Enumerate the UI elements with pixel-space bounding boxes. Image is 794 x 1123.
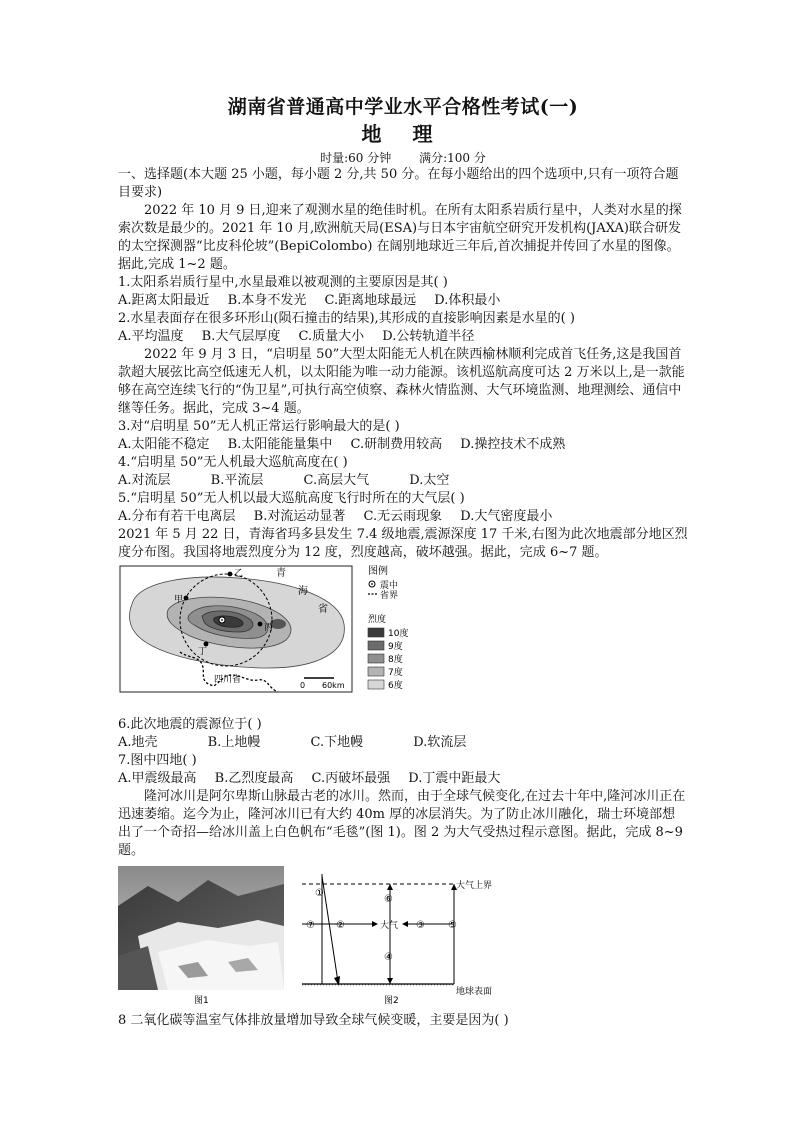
legend-title: 图例 [368,566,388,577]
passage-4: 隆河冰川是阿尔卑斯山脉最古老的冰川。然而，由于全球气候变化,在过去十年中,隆河冰川正在迅速萎缩。迄今为止，隆河冰川已有大约 40m 厚的冰层消失。为了防止冰川融化，瑞士环境部想出了一个奇招—给冰川盖上白色帆布“毛毯”(图 1)。图 2 为大气受热过程示意图。据此，完成 8~9 题。 [118,789,686,858]
passage-2: 2022 年 9 月 3 日，“启明星 50”大型太阳能无人机在陕西榆林顺利完成首飞任务,这是我国首款超大展弦比高空低速无人机，以太阳能为唯一动力能源。该机巡航高度可达 2 万米以上,是一款能够在高空连续飞行的“伪卫星”,可执行高空侦察、森林火情监测、大气环境监测、地理测绘、通信中继等任务。据此，完成 3~4 题。 [118,347,685,416]
option-a[interactable]: A.分布有若干电离层 [118,509,236,524]
option-a[interactable]: A.地壳 [118,735,158,750]
option-a[interactable]: A.太阳能不稳定 [118,437,210,452]
scale-km: 60km [322,681,345,690]
exam-title: 湖南省普通高中学业水平合格性考试(一) [227,96,579,118]
province-qinghai-3: 省 [318,604,328,615]
question-5-options [118,508,688,526]
num-2: ② [336,920,345,931]
exam-score: 满分:100 分 [419,151,486,165]
intensity-legend [368,627,408,691]
option-a[interactable]: A.甲震级最高 [118,771,197,786]
exam-time: 时量:60 分钟 [320,151,392,165]
place-yi: 乙 [234,569,244,579]
option-c[interactable]: C.高层大气 [303,473,370,488]
passage-1: 2022 年 10 月 9 日,迎来了观测水星的绝佳时机。在所有太阳系岩质行星中，人类对水星的探索次数是最少的。2021 年 10 月,欧洲航天局(ESA)与日本宇宙航空研究开发机构(JAXA)联合研发的太空探测器“比皮科伦坡”(BepiColombo) 在阔别地球近三年后,首次捕捉并传回了水星的图像。据此,完成 1~2 题。 [118,203,682,272]
num-1: ① [315,888,324,899]
num-4: ④ [384,952,393,963]
question-6-options [118,734,688,752]
place-yi-dot [228,572,233,577]
option-c[interactable]: C.距离地球最远 [324,293,417,308]
place-jia: 甲 [174,595,184,605]
exam-page [118,95,688,1030]
option-d[interactable]: D.公转轨道半径 [382,329,475,344]
place-jia-dot [184,596,189,601]
option-b[interactable]: B.太阳能能量集中 [227,437,333,452]
num-3: ③ [416,920,425,931]
question-3-options [118,436,688,454]
question-6-stem: 6.此次地震的震源位于( ) [118,717,262,732]
passage-3: 2021 年 5 月 22 日，青海省玛多县发生 7.4 级地震,震源深度 17 千米,右图为此次地震部分地区烈度分布图。我国将地震烈度分为 12 度，烈度越高，破坏越强。据此，完成 6~7 题。 [118,527,688,560]
option-c[interactable]: C.丙破坏最强 [311,771,391,786]
option-b[interactable]: B.上地幔 [207,735,261,750]
scale-zero: 0 [300,681,306,690]
intensity-label-0: 10度 [388,629,409,639]
option-b[interactable]: B.大气层厚度 [201,329,281,344]
option-b[interactable]: B.平流层 [210,473,264,488]
intensity-swatch-1 [368,641,384,650]
glacier-photo [118,866,284,990]
place-ding-dot [204,642,209,647]
fig2-caption: 图2 [384,996,399,1006]
question-4-options [118,472,688,490]
atmos-top-label: 大气上界 [456,881,493,891]
question-5-stem: 5.“启明星 50”无人机以最大巡航高度飞行时所在的大气层( ) [118,491,465,506]
question-2-options [118,328,688,346]
question-1-options [118,292,688,310]
place-ding: 丁 [198,647,208,657]
intensity-label-2: 8度 [388,655,403,665]
option-a[interactable]: A.对流层 [118,473,171,488]
option-b[interactable]: B.对流运动显著 [253,509,346,524]
option-d[interactable]: D.丁震中距最大 [408,771,501,786]
question-7-stem: 7.图中四地( ) [118,753,197,768]
question-3-stem: 3.对“启明星 50”无人机正常运行影响最大的是( ) [118,419,400,434]
earth-surface-label: 地球表面 [456,987,493,997]
heating-diagram [302,874,492,997]
option-d[interactable]: D.体积最小 [434,293,501,308]
legend-border: 省界 [380,591,399,601]
option-a[interactable]: A.距离太阳最近 [118,293,210,308]
legend-epicenter: 震中 [380,581,399,591]
option-c[interactable]: C.无云雨现象 [363,509,443,524]
intensity-swatch-0 [368,628,384,637]
question-4-stem: 4.“启明星 50”无人机最大巡航高度在( ) [118,455,348,470]
intensity-label-4: 6度 [388,681,403,691]
intensity-label-1: 9度 [388,642,403,652]
place-bing-dot [258,622,263,627]
question-8-stem: 8 二氧化碳等温室气体排放量增加导致全球气候变暖，主要是因为( ) [118,1013,509,1028]
intensity-swatch-2 [368,654,384,663]
option-c[interactable]: C.下地幔 [310,735,364,750]
question-1-stem: 1.太阳系岩质行星中,水星最难以被观测的主要原因是其( ) [118,275,448,290]
intensity-swatch-3 [368,667,384,676]
fig1-caption: 图1 [194,996,209,1006]
place-bing: 丙 [264,623,274,633]
option-d[interactable]: D.太空 [409,473,450,488]
num-5: ⑤ [448,920,457,931]
option-b[interactable]: B.乙烈度最高 [214,771,294,786]
figures-row [118,866,688,1006]
option-c[interactable]: C.研制费用较高 [350,437,443,452]
province-sichuan: 四川省 [214,675,242,685]
exam-meta [118,150,688,166]
option-d[interactable]: D.大气密度最小 [460,509,553,524]
earthquake-map [118,564,688,712]
province-qinghai-2: 海 [298,586,308,597]
atmos-label: 大气 [380,921,399,931]
intensity-title: 烈度 [368,615,387,625]
intensity-label-3: 7度 [388,668,403,678]
num-6: ⑥ [384,894,393,905]
earthquake-map-figure [118,564,688,712]
exam-subject: 地 理 [361,122,445,146]
question-2-stem: 2.水星表面存在很多环形山(陨石撞击的结果),其形成的直接影响因素是水星的( ) [118,311,575,326]
question-7-options [118,770,688,788]
num-7: ⑦ [306,920,315,931]
figures [118,866,688,1006]
option-b[interactable]: B.本身不发光 [227,293,307,308]
section-heading: 一、选择题(本大题 25 小题，每小题 2 分,共 50 分。在每小题给出的四个选项中,只有一项符合题目要求) [118,167,679,200]
option-d[interactable]: D.软流层 [413,735,467,750]
option-d[interactable]: D.操控技术不成熟 [460,437,566,452]
province-qinghai-1: 青 [276,568,286,579]
intensity-swatch-4 [368,680,384,689]
option-c[interactable]: C.质量大小 [298,329,365,344]
option-a[interactable]: A.平均温度 [118,329,184,344]
